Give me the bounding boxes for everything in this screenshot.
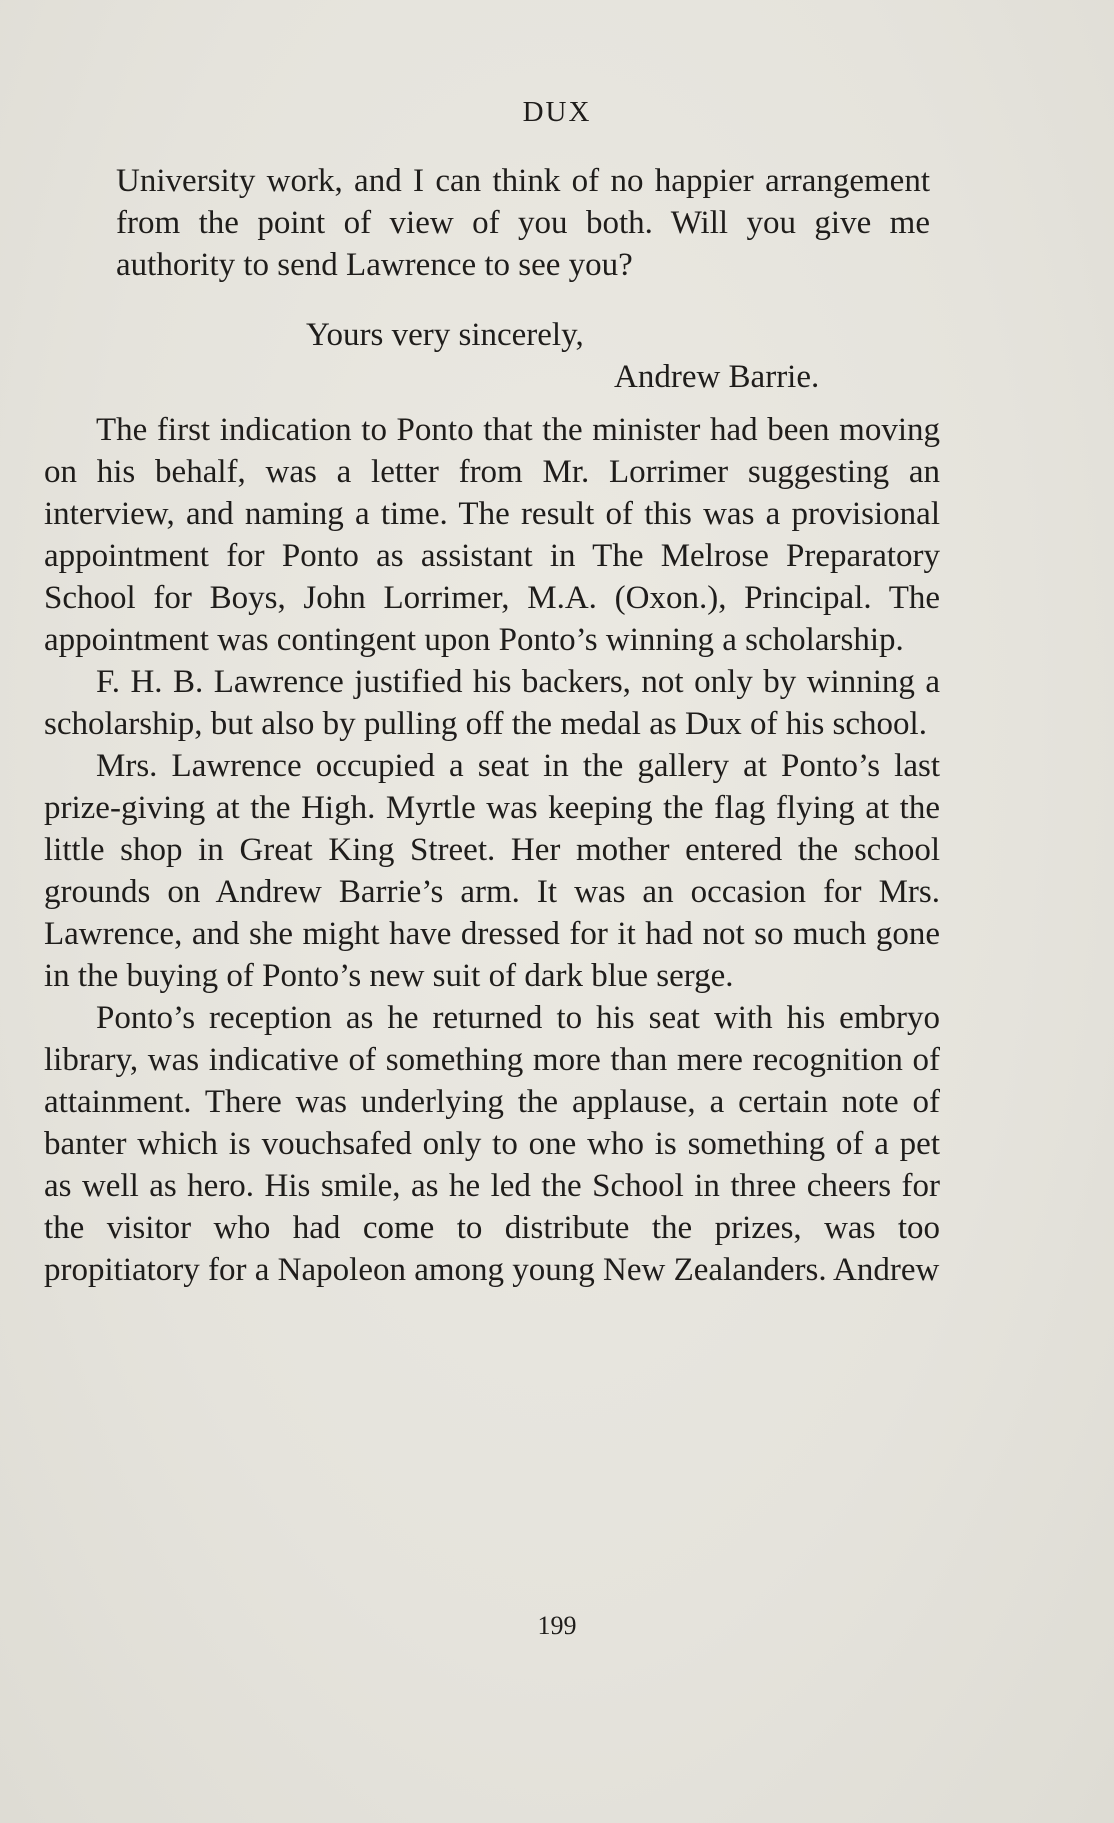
body-text xyxy=(44,409,940,1291)
paragraph: F. H. B. Lawrence justified his backers, not only by winning a scholarship, but also by pulling off the medal as Dux of his school. xyxy=(44,664,940,742)
page-number: 199 xyxy=(537,1611,577,1640)
letter-signature: Andrew Barrie. xyxy=(614,359,820,395)
paragraph: Mrs. Lawrence occupied a seat in the gallery at Ponto’s last prize-giving at the High. Myrtle was keeping the flag flying at the little shop in Great King Street. Her mother entered the school grounds on Andrew Barrie’s arm. It was an occasion for Mrs. Lawrence, and she might have dressed for it had not so much gone in the buying of Ponto’s new suit of dark blue serge. xyxy=(44,748,940,994)
paragraph: Ponto’s reception as he returned to his seat with his embryo library, was indicative of something more than mere recognition of attainment. There was underlying the applause, a certain note of banter which is vouchsafed only to one who is something of a pet as well as hero. His smile, as he led the School in three cheers for the visitor who had come to distribute the prizes, was too propitiatory for a Napoleon among young New Zealanders. Andrew xyxy=(44,1000,940,1288)
letter-closing: Yours very sincerely, xyxy=(306,317,584,353)
paragraph: The first indication to Ponto that the minister had been moving on his behalf, was a letter from Mr. Lorrimer suggesting an interview, and naming a time. The result of this was a provisional appointment for Ponto as assistant in The Melrose Preparatory School for Boys, John Lorrimer, M.A. (Oxon.), Principal. The appointment was contingent upon Ponto’s winning a scholarship. xyxy=(44,412,940,658)
running-head: DUX xyxy=(522,96,592,128)
letter-body: University work, and I can think of no happier arrangement from the point of view of you both. Will you give me authority to send Lawrence to see you? xyxy=(116,163,930,283)
